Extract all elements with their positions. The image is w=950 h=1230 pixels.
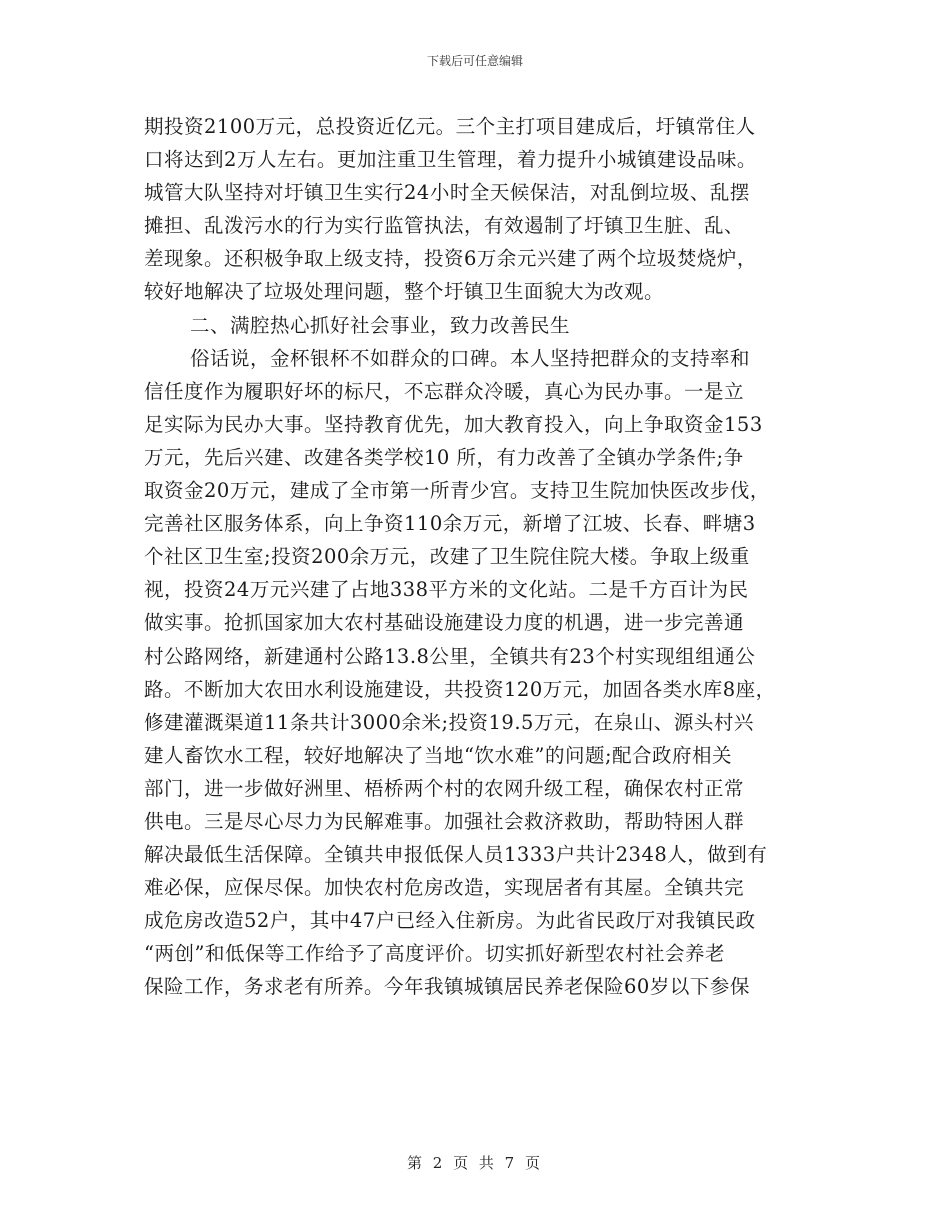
text-line: 供电。三是尽心尽力为民解难事。加强社会救济救助，帮助特困人群 bbox=[144, 809, 745, 833]
page-number: 第 2 页 共 7 页 bbox=[407, 1154, 543, 1172]
text-line: 保险工作，务求老有所养。今年我镇城镇居民养老保险60岁以下参保 bbox=[144, 975, 750, 999]
text-line: “两创”和低保等工作给予了高度评价。切实抓好新型农村社会养老 bbox=[144, 942, 725, 966]
text-line: 做实事。抢抓国家加大农村基础设施建设力度的机遇，进一步完善通 bbox=[144, 611, 745, 635]
text-line: 视，投资24万元兴建了占地338平方米的文化站。二是千方百计为民 bbox=[144, 578, 749, 602]
text-line: 成危房改造52户，其中47户已经入住新房。为此省民政厅对我镇民政 bbox=[144, 909, 756, 933]
text-line: 城管大队坚持对圩镇卫生实行24小时全天候保洁，对乱倒垃圾、乱摆 bbox=[144, 181, 750, 205]
text-line: 万元，先后兴建、改建各类学校10 所，有力改善了全镇办学条件;争 bbox=[144, 445, 744, 469]
text-line: 信任度作为履职好坏的标尺，不忘群众冷暖，真心为民办事。一是立 bbox=[144, 379, 745, 403]
text-line: 口将达到2万人左右。更加注重卫生管理，着力提升小城镇建设品味。 bbox=[144, 148, 757, 172]
text-line: 较好地解决了垃圾处理问题，整个圩镇卫生面貌大为改观。 bbox=[144, 280, 665, 304]
text-line: 二、满腔热心抓好社会事业，致力改善民生 bbox=[190, 313, 571, 337]
text-line: 路。不断加大农田水利设施建设，共投资120万元，加固各类水库8座， bbox=[144, 677, 776, 701]
text-line: 难必保，应保尽保。加快农村危房改造，实现居者有其屋。全镇共完 bbox=[144, 876, 745, 900]
text-line: 完善社区服务体系，向上争资110余万元，新增了江坡、长春、畔塘3 bbox=[144, 512, 756, 536]
text-line: 差现象。还积极争取上级支持，投资6万余元兴建了两个垃圾焚烧炉， bbox=[144, 247, 757, 271]
text-line: 建人畜饮水工程，较好地解决了当地“饮水难”的问题;配合政府相关 bbox=[144, 743, 733, 767]
text-line: 解决最低生活保障。全镇共申报低保人员1333户共计2348人，做到有 bbox=[144, 843, 768, 867]
page-header-note: 下载后可任意编辑 bbox=[426, 54, 523, 68]
text-line: 部门，进一步做好洲里、梧桥两个村的农网升级工程，确保农村正常 bbox=[144, 776, 745, 800]
text-line: 足实际为民办大事。坚持教育优先，加大教育投入，向上争取资金153 bbox=[144, 412, 763, 436]
text-line: 期投资2100万元，总投资近亿元。三个主打项目建成后，圩镇常住人 bbox=[144, 115, 756, 138]
text-line: 摊担、乱泼污水的行为实行监管执法，有效遏制了圩镇卫生脏、乱、 bbox=[144, 214, 745, 238]
text-line: 俗话说，金杯银杯不如群众的口碑。本人坚持把群众的支持率和 bbox=[190, 346, 751, 370]
text-line: 个社区卫生室;投资200余万元，改建了卫生院住院大楼。争取上级重 bbox=[144, 545, 750, 569]
document-body bbox=[144, 110, 864, 1004]
text-line: 修建灌溉渠道11条共计3000余米;投资19.5万元，在泉山、源头村兴 bbox=[144, 710, 754, 734]
text-line: 村公路网络，新建通村公路13.8公里，全镇共有23个村实现组组通公 bbox=[144, 644, 756, 668]
text-line: 取资金20万元，建成了全市第一所青少宫。支持卫生院加快医改步伐， bbox=[144, 479, 770, 503]
